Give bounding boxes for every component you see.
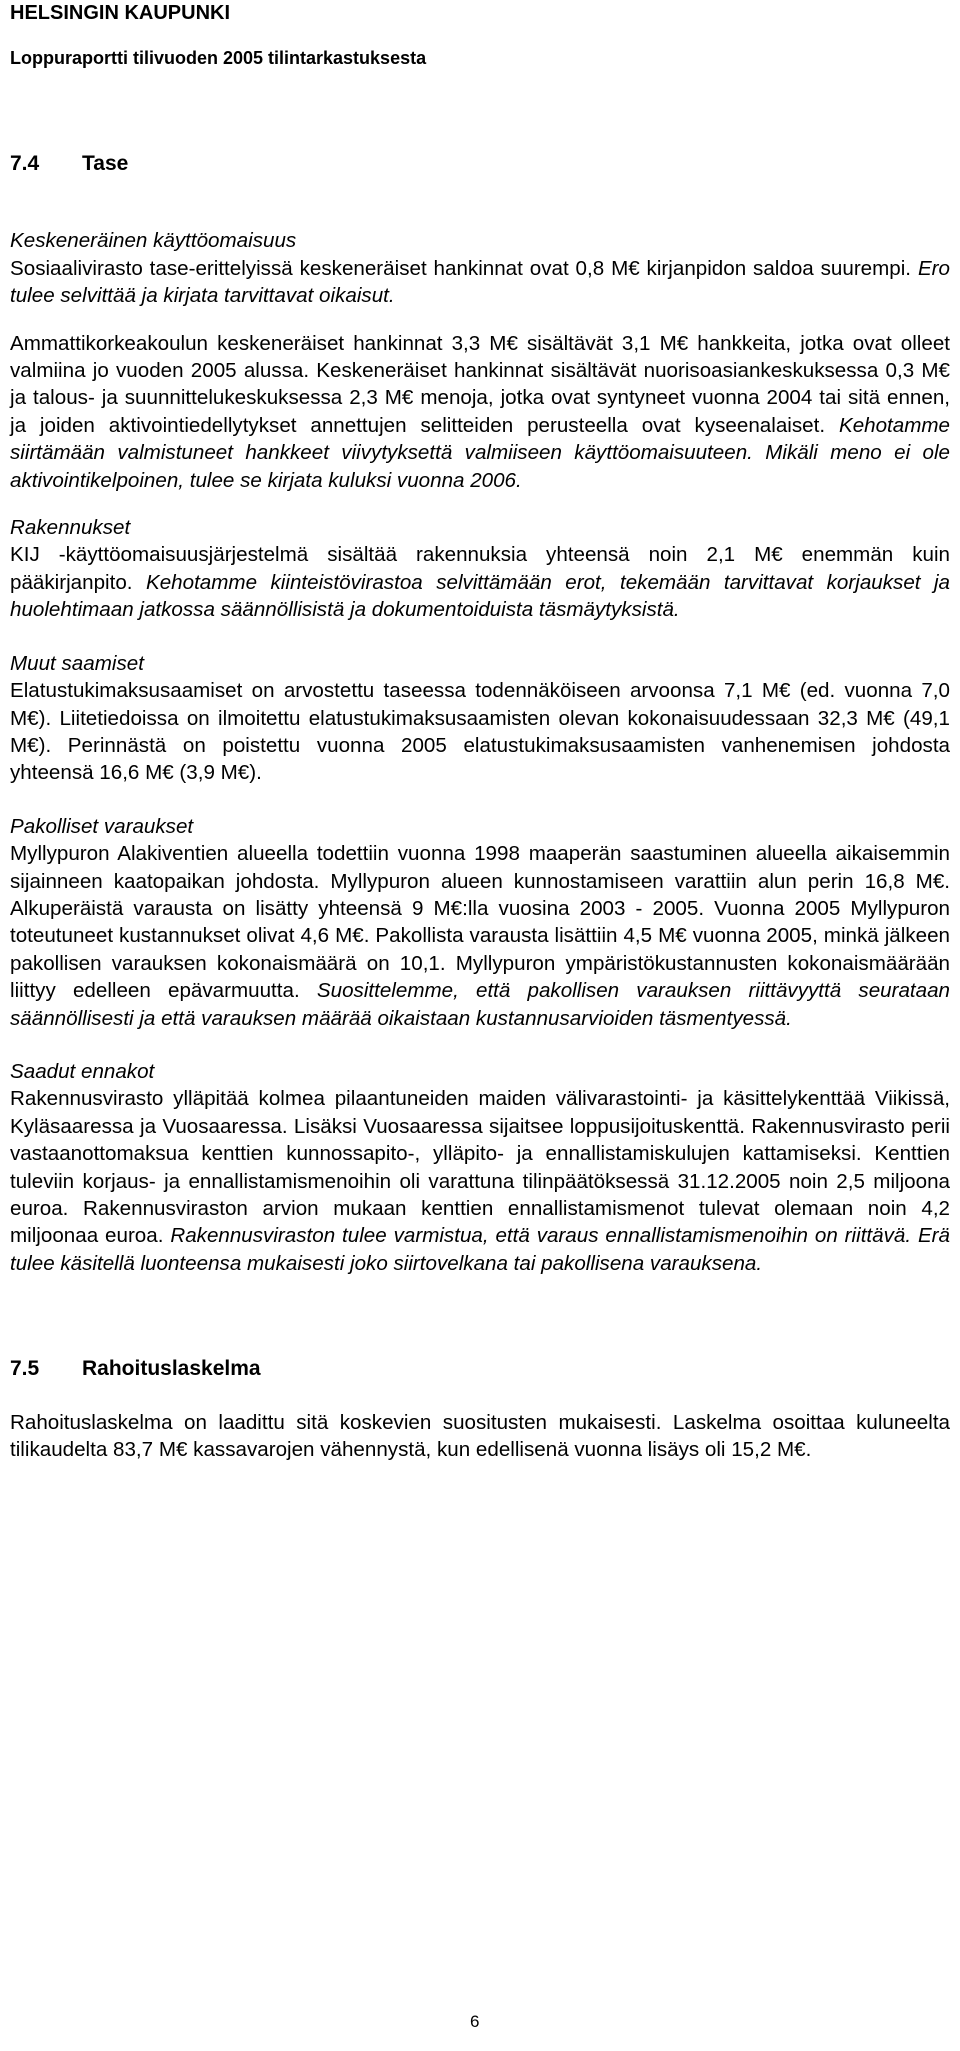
organization-header: HELSINGIN KAUPUNKI <box>10 2 231 24</box>
subheading-muut-saamiset: Muut saamiset <box>10 651 144 675</box>
section-title: Rahoituslaskelma <box>82 1357 261 1381</box>
subheading-rakennukset: Rakennukset <box>10 516 131 540</box>
section-number: 7.5 <box>10 1357 40 1381</box>
paragraph-keskeneraiset-2: Ammattikorkeakoulun keskeneräiset hankinnat 3,3 M€ sisältävät 3,1 M€ hankkeita, jotka ovat olleet valmiina jo vuoden 2005 alussa. Keskeneräiset hankinnat sisältävät nuorisoasiankeskuksessa 0,3 M€ ja talous- ja suunnittelukeskuksessa 2,3 M€ menoja, jotka ovat syntyneet vuonna 2004 tai sitä ennen, ja joiden aktivointiedellytykset annettujen selitteiden perusteella ovat kyseenalaiset. Kehotamme siirtämään valmistuneet hankkeet viivytyksettä valmiiseen käyttöomaisuuteen. Mikäli meno ei ole aktivointikelpoinen, tulee se kirjata kuluksi vuonna 2006. <box>10 331 950 492</box>
paragraph-rahoituslaskelma: Rahoituslaskelma on laadittu sitä koskevien suositusten mukaisesti. Laskelma osoittaa kuluneelta tilikaudelta 83,7 M€ kassavarojen vähennystä, kun edellisenä vuonna lisäys oli 15,2 M€. <box>10 1410 950 1462</box>
section-number: 7.4 <box>10 152 40 175</box>
section-heading-7-5 <box>10 1355 950 1382</box>
paragraph-saadut-ennakot: Rakennusvirasto ylläpitää kolmea pilaantuneiden maiden välivarastointi- ja käsittelykenttää Viikissä, Kyläsaaressa ja Vuosaaressa. Lisäksi Vuosaaressa sijaitsee loppusijoituskenttä. Rakennusvirasto perii vastaanottomaksua kenttien kunnossapito-, ylläpito- ja ennallistamiskulujen kattamiseksi. Kenttien tuleviin korjaus- ja ennallistamismenoihin oli varattuna tilinpäätöksessä 31.12.2005 noin 2,5 miljoona euroa. Rakennusviraston arvion mukaan kenttien ennallistamismenot tulevat olemaan noin 4,2 miljoonaa euroa. Rakennusviraston tulee varmistua, että varaus ennallistamismenoihin on riittävä. Erä tulee käsitellä luonteensa mukaisesti joko siirtovelkana tai pakollisena varauksena. <box>10 1087 950 1275</box>
page-number: 6 <box>470 2012 480 2031</box>
document-body <box>10 150 950 1463</box>
paragraph-keskeneraiset-1: Sosiaalivirasto tase-erittelyissä keskeneräiset hankinnat ovat 0,8 M€ kirjanpidon saldoa suurempi. Ero tulee selvittää ja kirjata tarvittavat oikaisut. <box>10 256 950 308</box>
report-title-header: Loppuraportti tilivuoden 2005 tilintarkastuksesta <box>10 48 427 68</box>
paragraph-muut-saamiset: Elatustukimaksusaamiset on arvostettu taseessa todennäköiseen arvoonsa 7,1 M€ (ed. vuonna 7,0 M€). Liitetiedoissa on ilmoitettu elatustukimaksusaamisten olevan kokonaisuudessaan 32,3 M€ (49,1 M€). Perinnästä on poistettu vuonna 2005 elatustukimaksusaamisten vanhenemisen johdosta yhteensä 16,6 M€ (3,9 M€). <box>10 679 950 785</box>
subheading-pakolliset-varaukset: Pakolliset varaukset <box>10 814 194 838</box>
section-title: Tase <box>82 152 129 175</box>
section-heading-7-4 <box>10 150 950 177</box>
subheading-keskeneraiset: Keskeneräinen käyttöomaisuus <box>10 229 297 253</box>
paragraph-pakolliset-varaukset: Myllypuron Alakiventien alueella todettiin vuonna 1998 maaperän saastuminen alueella aikaisemmin sijainneen kaatopaikan johdosta. Myllypuron alueen kunnostamiseen varattiin alun perin 16,8 M€. Alkuperäistä varausta on lisätty yhteensä 9 M€:lla vuosina 2003 - 2005. Vuonna 2005 Myllypuron toteutuneet kustannukset olivat 4,6 M€. Pakollista varausta lisättiin 4,5 M€ vuonna 2005, minkä jälkeen pakollisen varauksen kokonaismäärä on 10,1. Myllypuron ympäristökustannusten kokonaismäärään liittyy edelleen epävarmuutta. Suosittelemme, että pakollisen varauksen riittävyyttä seurataan säännöllisesti ja että varauksen määrää oikaistaan kustannusarvioiden täsmentyessä. <box>10 842 950 1030</box>
paragraph-rakennukset: KIJ -käyttöomaisuusjärjestelmä sisältää rakennuksia yhteensä noin 2,1 M€ enemmän kuin pääkirjanpito. Kehotamme kiinteistövirastoa selvittämään erot, tekemään tarvittavat korjaukset ja huolehtimaan jatkossa säännöllisistä ja dokumentoiduista täsmäytyksistä. <box>10 543 950 622</box>
subheading-saadut-ennakot: Saadut ennakot <box>10 1059 155 1083</box>
